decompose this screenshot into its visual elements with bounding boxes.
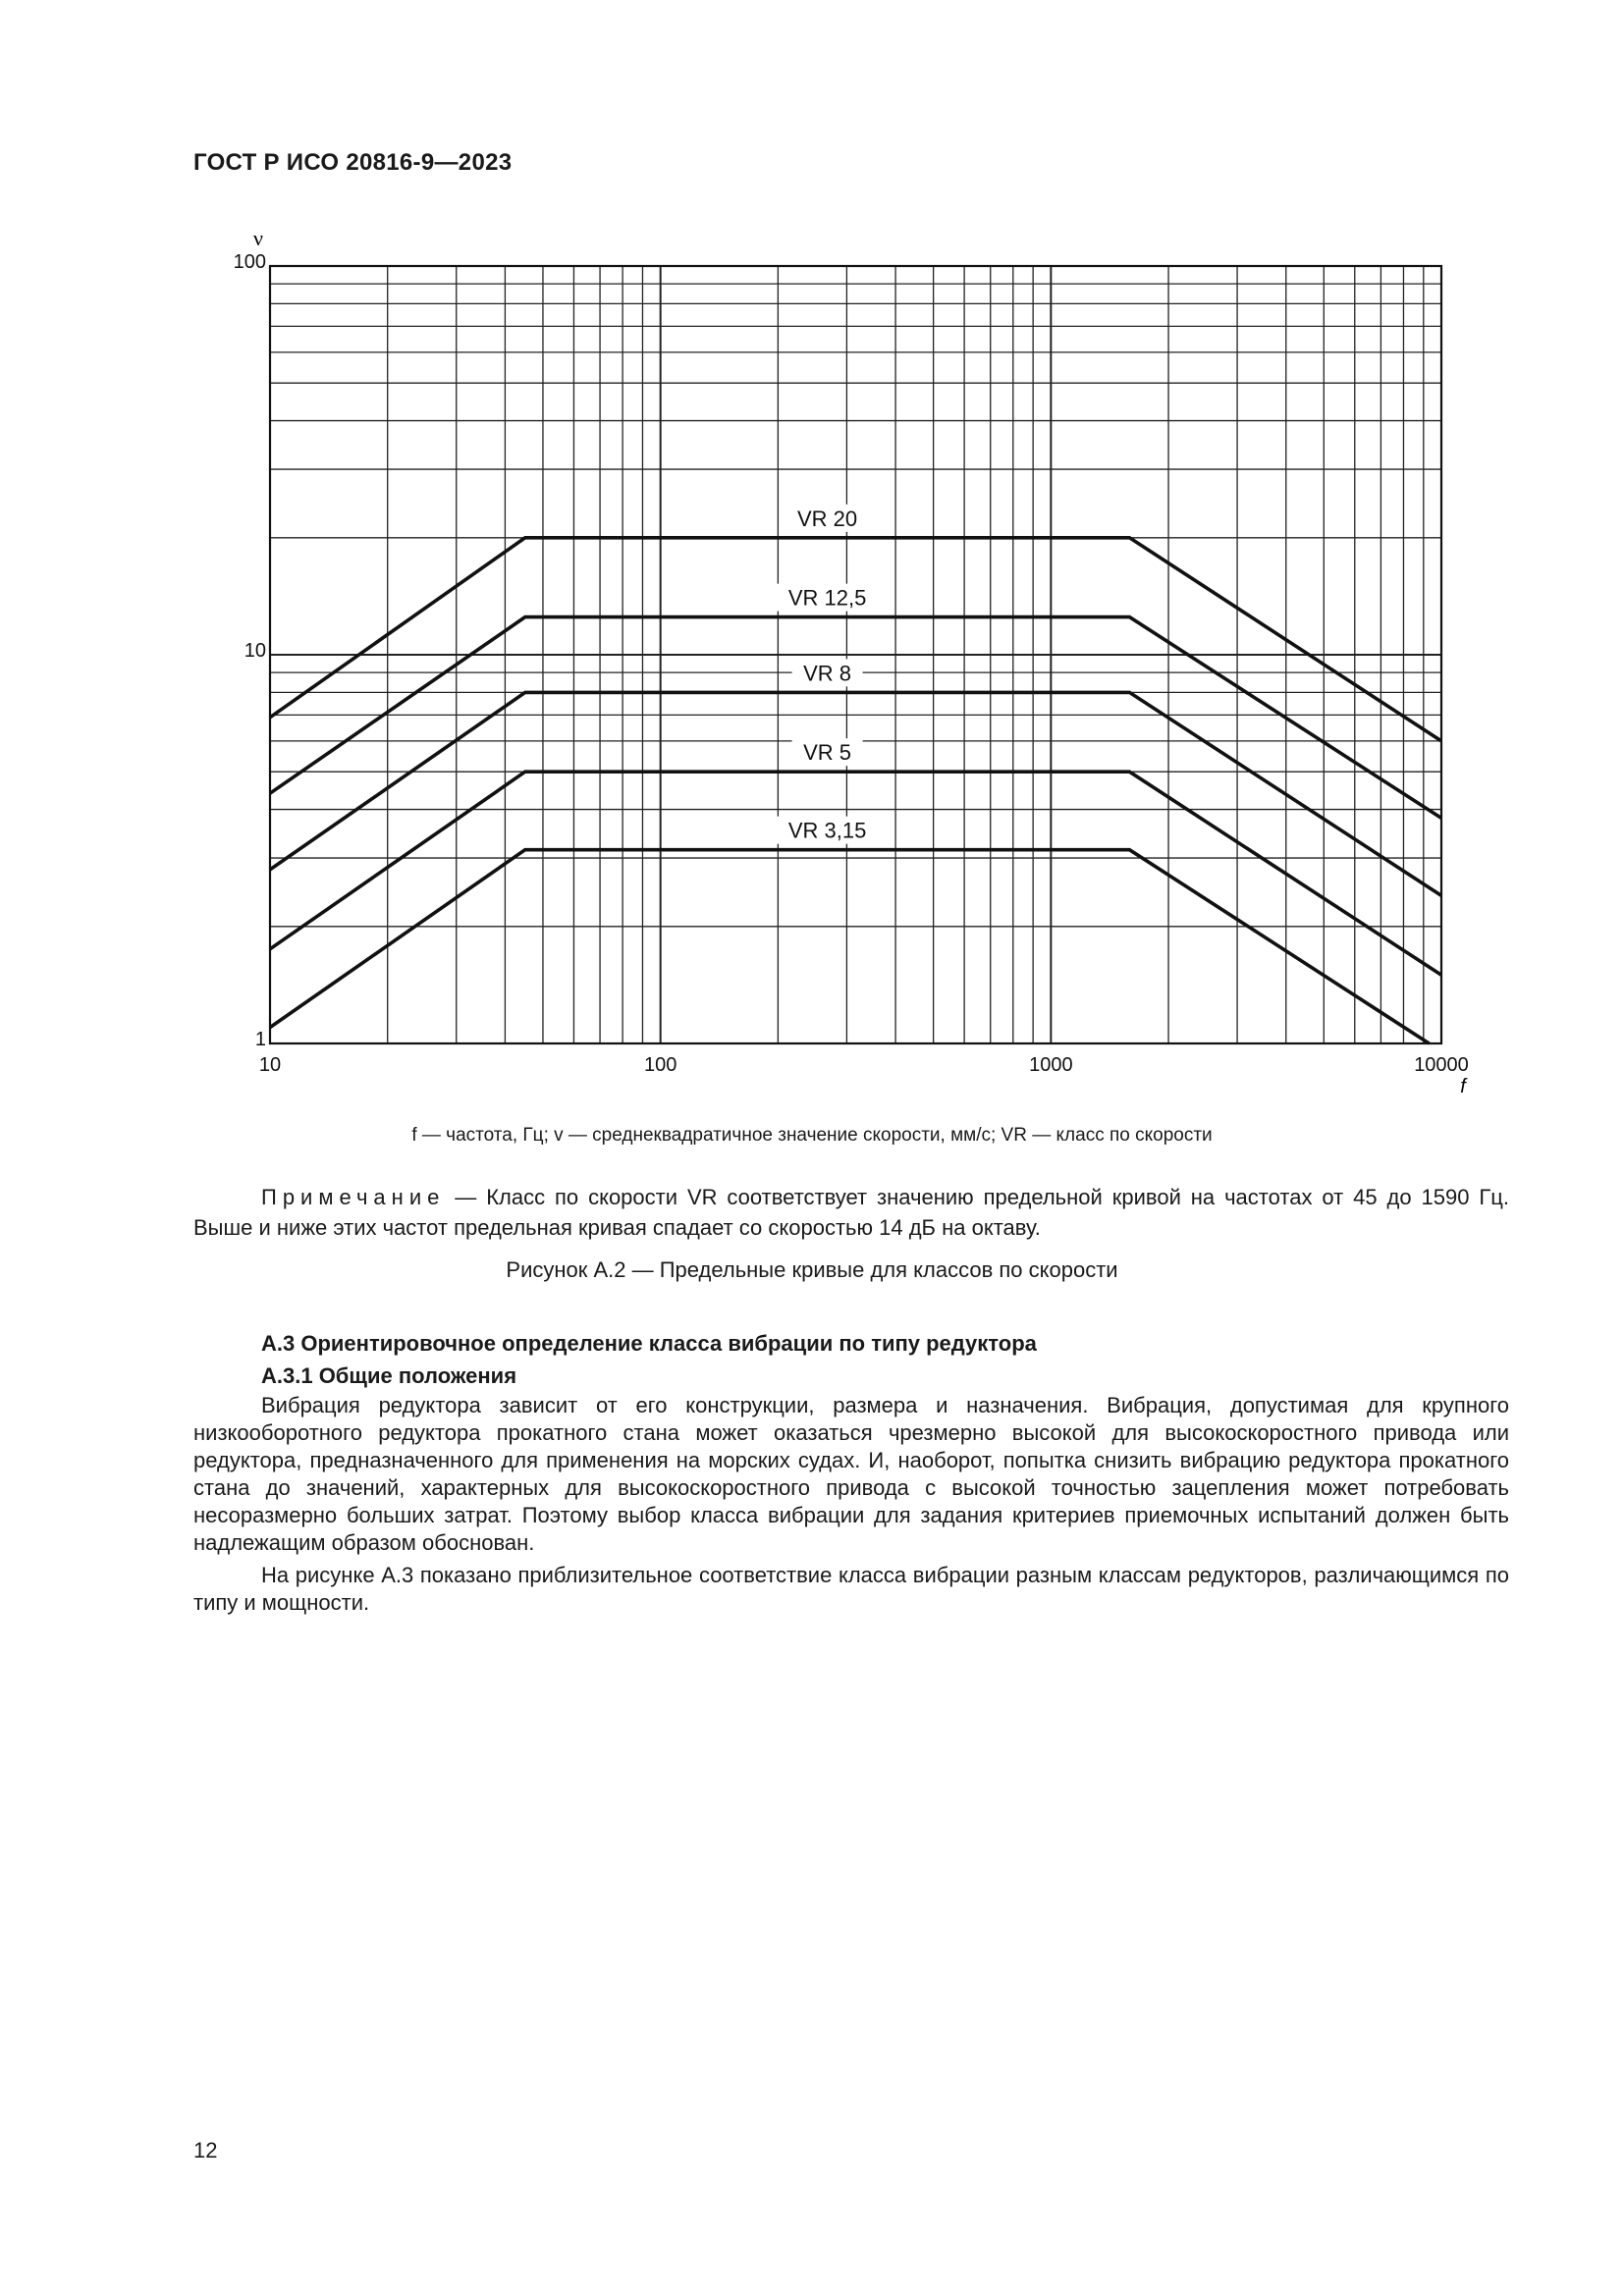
y-axis-label: ν [253, 226, 263, 250]
chart-grid [270, 266, 1441, 1043]
series-label: VR 12,5 [787, 585, 867, 611]
series-line [270, 617, 1441, 819]
page-number: 12 [193, 2138, 218, 2163]
y-tick-label: 10 [244, 640, 266, 662]
series-label: VR 3,15 [787, 818, 867, 843]
series-line [270, 692, 1441, 895]
series-line [270, 538, 1441, 741]
x-axis-label: f [1460, 1076, 1466, 1097]
section-heading: А.3 Ориентировочное определение класса вибрации по типу редуктора [261, 1331, 1037, 1356]
chart-series-lines [270, 538, 1441, 1043]
series-label: VR 8 [803, 661, 852, 686]
series-line [270, 850, 1430, 1043]
x-tick-label: 10 [258, 1054, 282, 1076]
series-label: VR 20 [797, 506, 858, 531]
x-tick-label: 1000 [1029, 1054, 1073, 1076]
x-tick-label: 100 [643, 1054, 677, 1076]
series-line [270, 772, 1441, 975]
series-label: VR 5 [803, 740, 852, 766]
figure-note [193, 1182, 1509, 1243]
y-tick-label: 1 [254, 1029, 266, 1050]
paragraph-text: На рисунке А.3 показано приблизительное соответствие класса вибрации разным классам редукторов, различающимся по типу и мощности. [193, 1563, 1509, 1615]
x-tick-label: 10000 [1414, 1054, 1469, 1076]
note-text: — Класс по скорости VR соответствует значению предельной кривой на частотах от 45 до 1590 Гц. Выше и ниже этих частот предельная кривая спадает со скоростью 14 дБ на октаву. [193, 1185, 1509, 1240]
body-paragraph [193, 1392, 1509, 1557]
paragraph-text: Вибрация редуктора зависит от его конструкции, размера и назначения. Вибрация, допустимая для крупного низкооборотного редуктора прокатного стана может оказаться чрезмерно высокой для высокоскоростного привода или редуктора, предназначенного для применения на морских судах. И, наоборот, попытка снизить вибрацию редуктора прокатного стана до значений, характерных для высокоскоростного привода с высокой точностью зацепления может потребовать несоразмерно больших затрат. Поэтому выбор класса вибрации для задания критериев приемочных испытаний должен быть надлежащим образом обоснован. [193, 1393, 1509, 1555]
document-header: ГОСТ Р ИСО 20816-9—2023 [193, 149, 513, 176]
y-tick-label: 100 [233, 251, 266, 273]
note-label: Примечание [261, 1185, 446, 1209]
subsection-heading: А.3.1 Общие положения [261, 1363, 517, 1388]
figure-title: Рисунок А.2 — Предельные кривые для классов по скорости [506, 1257, 1118, 1282]
chart-series-labels [775, 505, 881, 844]
figure-legend: f — частота, Гц; v — среднеквадратичное значение скорости, мм/с; VR — класс по скорости [411, 1125, 1213, 1146]
body-paragraph [193, 1562, 1509, 1617]
velocity-limit-chart [0, 0, 1624, 1119]
